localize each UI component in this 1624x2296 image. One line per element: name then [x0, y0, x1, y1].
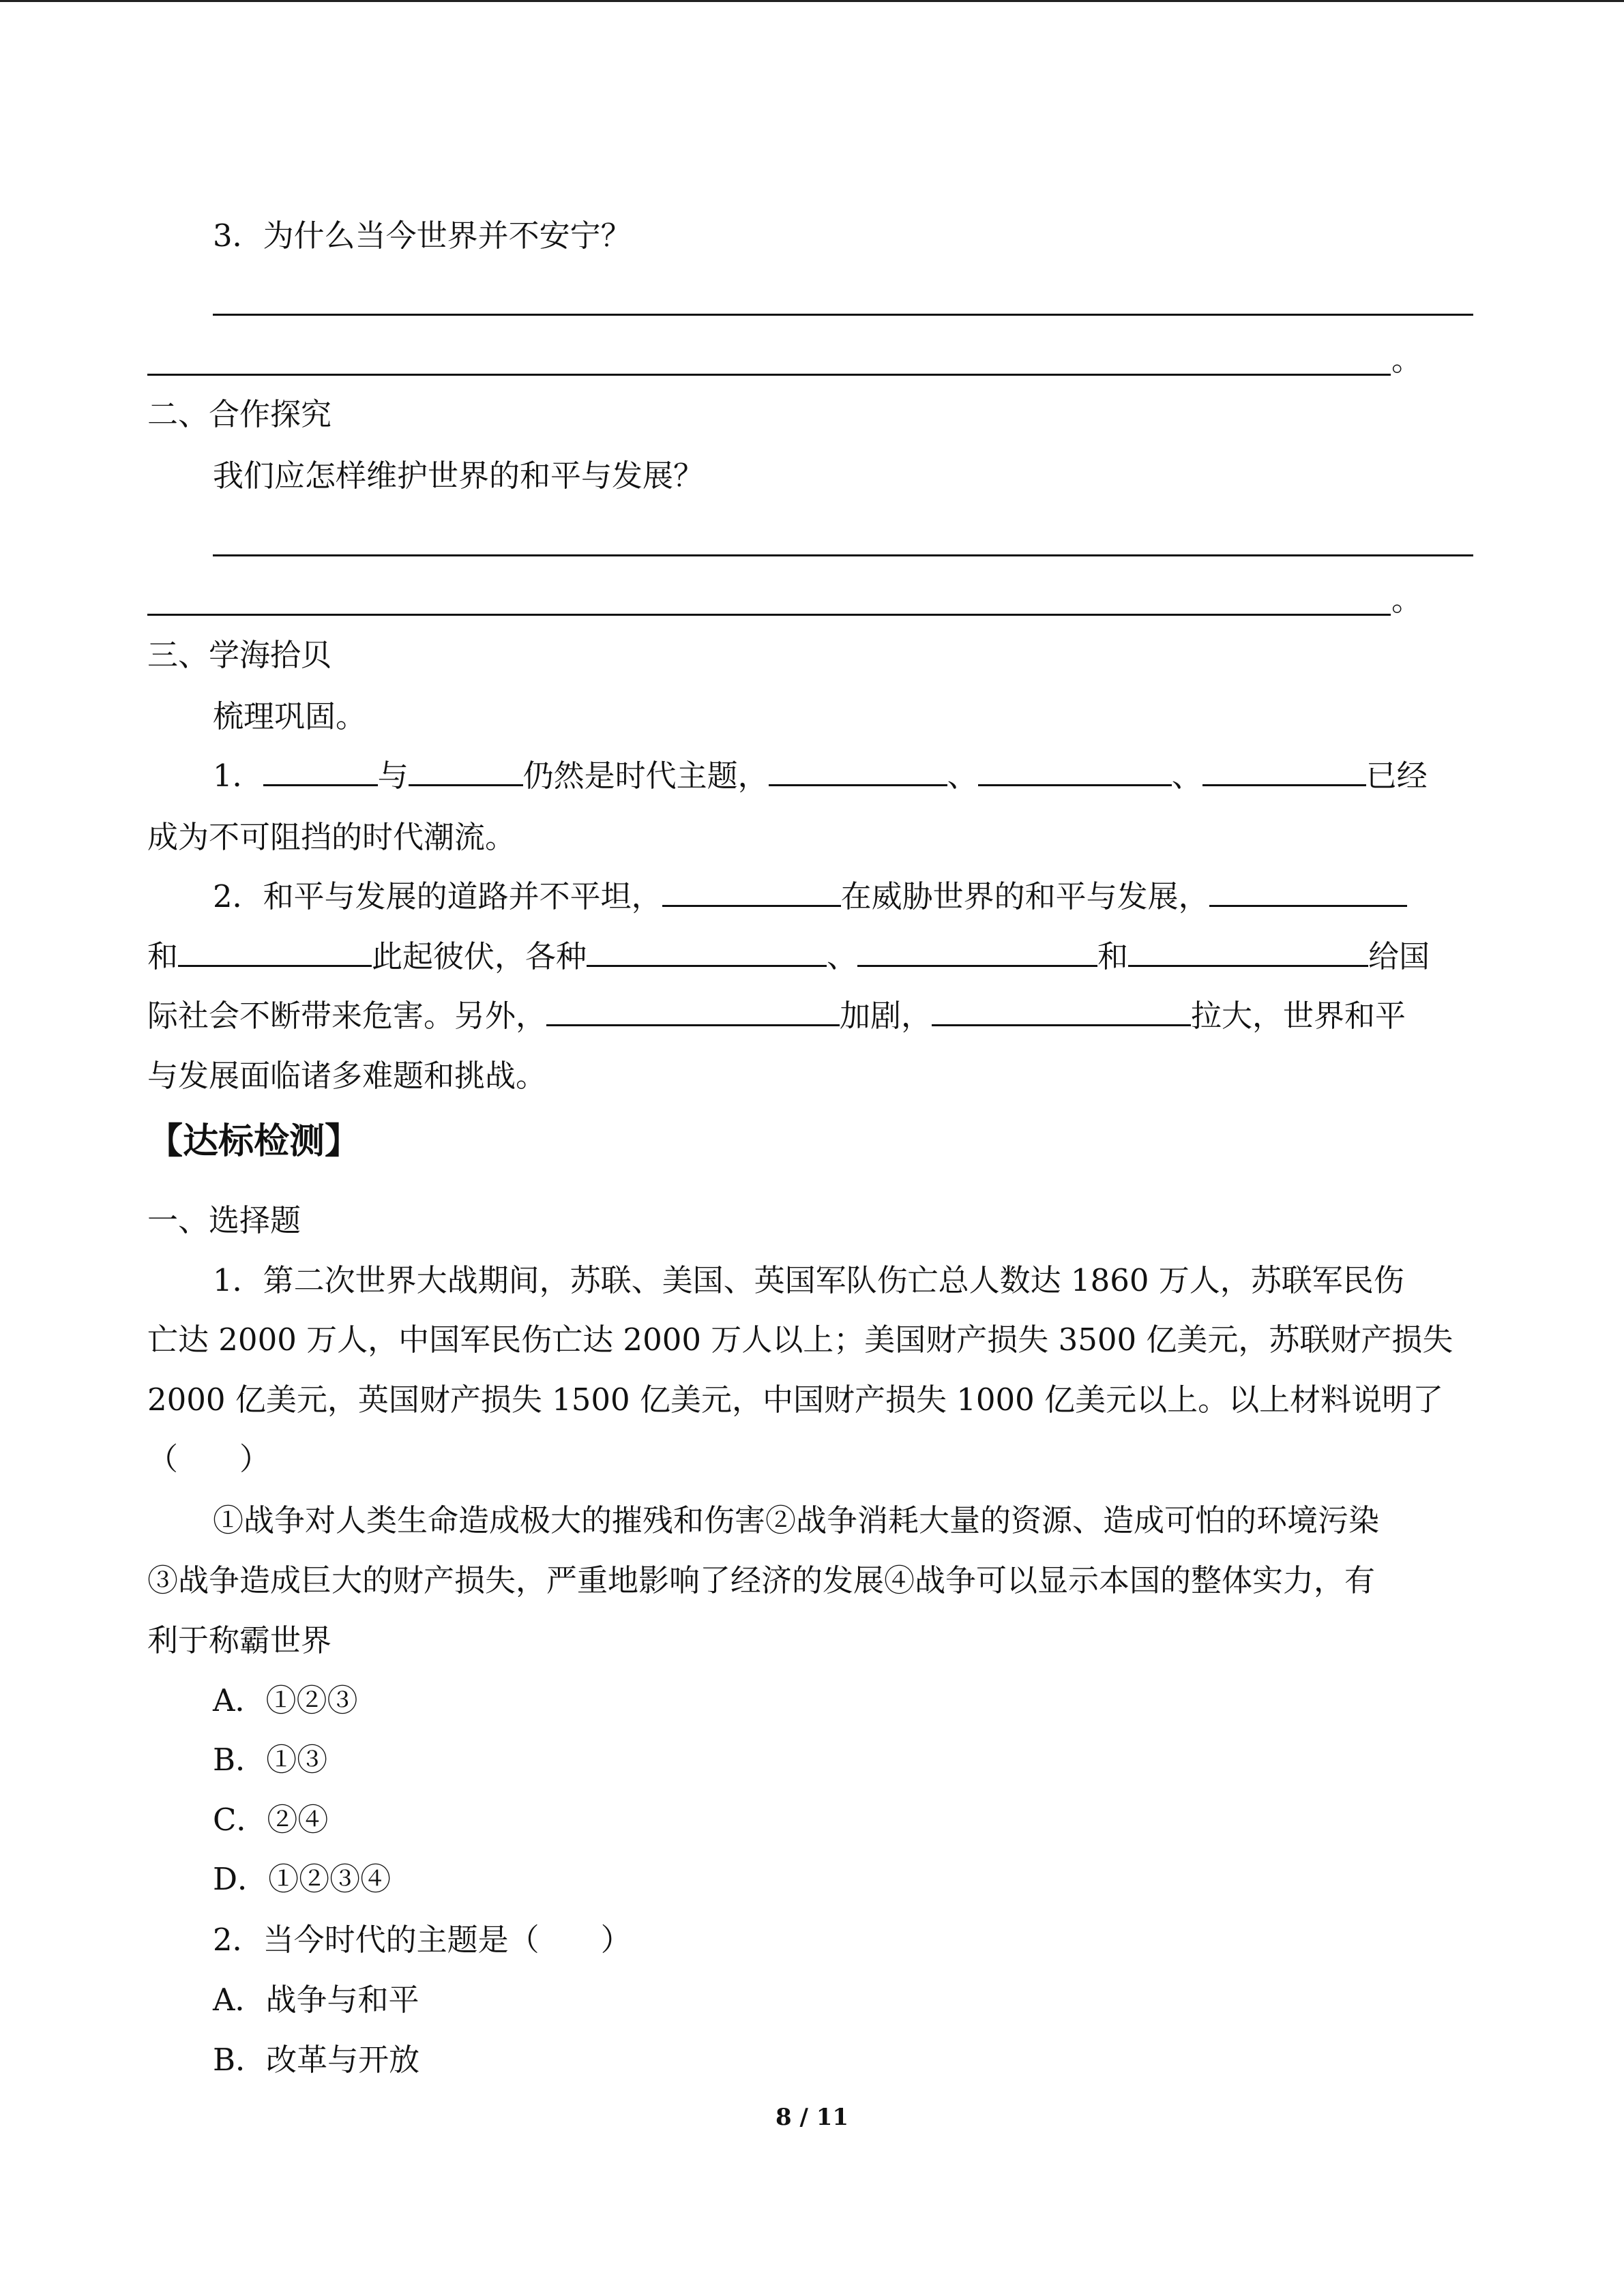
- item-text: 已经: [1365, 758, 1428, 794]
- item-number: 1．: [213, 758, 263, 794]
- blank: [857, 938, 1097, 967]
- option-b: B．改革与开放: [213, 2042, 420, 2078]
- statement-line: ③战争造成巨大的财产损失，严重地影响了经济的发展④战争可以显示本国的整体实力，有: [147, 1562, 1376, 1598]
- blank: [1209, 878, 1407, 907]
- option-a: A．①②③: [213, 1682, 358, 1718]
- blank: [978, 757, 1172, 786]
- item-text: 、: [827, 938, 858, 974]
- question-1-line: 2000 亿美元，英国财产损失 1500 亿美元，中国财产损失 1000 亿美元以上。以上材料说明了: [147, 1382, 1444, 1418]
- fill-item-2-line2: [147, 938, 1430, 976]
- fill-item-2: [213, 878, 1407, 916]
- answer-line: [147, 374, 1391, 376]
- blank: [546, 997, 840, 1026]
- blank: [178, 938, 372, 967]
- blank: [769, 757, 947, 786]
- blank: [1128, 938, 1368, 967]
- end-mark: 。: [1391, 342, 1423, 378]
- page-number: 8 / 11: [775, 2104, 849, 2131]
- fill-item-2-line3: [147, 997, 1406, 1035]
- option-b: B．①③: [213, 1742, 328, 1778]
- cooperate-question: 我们应怎样维护世界的和平与发展？: [213, 458, 705, 494]
- end-mark: 。: [1391, 582, 1423, 618]
- answer-bracket: （ ）: [147, 1441, 271, 1477]
- answer-line: [213, 314, 1473, 316]
- question-1-line: 1．第二次世界大战期间，苏联、美国、英国军队伤亡总人数达 1860 万人，苏联军民伤: [213, 1262, 1404, 1298]
- blank: [587, 938, 827, 967]
- blank: [409, 757, 523, 786]
- fill-item-2-line4: 与发展面临诸多难题和挑战。: [147, 1058, 547, 1094]
- choice-heading: 一、选择题: [147, 1202, 301, 1238]
- blank: [263, 757, 378, 786]
- blank: [932, 997, 1191, 1026]
- fill-item-1: [213, 757, 1428, 795]
- learn-intro: 梳理巩固。: [213, 698, 367, 734]
- top-border: [0, 0, 1624, 2]
- item-text: 在威胁世界的和平与发展，: [840, 878, 1209, 914]
- item-text: 和: [147, 938, 179, 974]
- item-text: 加剧，: [840, 998, 932, 1034]
- fill-item-1-cont: 成为不可阻挡的时代潮流。: [147, 819, 516, 855]
- item-text: 拉大，世界和平: [1191, 998, 1406, 1034]
- question-1-line: 亡达 2000 万人，中国军民伤亡达 2000 万人以上；美国财产损失 3500 亿美元，苏联财产损失: [147, 1322, 1453, 1358]
- item-text: 际社会不断带来危害。另外，: [147, 998, 547, 1034]
- item-text: 给国: [1368, 938, 1430, 974]
- answer-line: [213, 554, 1473, 556]
- item-text: 仍然是时代主题，: [522, 758, 769, 794]
- item-text: 2．和平与发展的道路并不平坦，: [213, 878, 662, 914]
- blank: [662, 878, 841, 907]
- question-2: 2．当今时代的主题是（ ）: [213, 1922, 632, 1958]
- statement-line: ①战争对人类生命造成极大的摧残和伤害②战争消耗大量的资源、造成可怕的环境污染: [213, 1502, 1380, 1538]
- cooperate-heading: 二、合作探究: [147, 396, 332, 432]
- item-text: 与: [377, 758, 409, 794]
- item-text: 、: [947, 758, 978, 794]
- learn-heading: 三、学海拾贝: [147, 637, 332, 673]
- option-d: D．①②③④: [213, 1861, 392, 1897]
- option-a: A．战争与和平: [213, 1982, 419, 2018]
- answer-line: [147, 614, 1391, 616]
- option-c: C．②④: [213, 1802, 329, 1838]
- item-text: 、: [1171, 758, 1202, 794]
- question-3: 3．为什么当今世界并不安宁？: [213, 218, 632, 254]
- section-title: 【达标检测】: [147, 1121, 361, 1162]
- statement-line: 利于称霸世界: [147, 1622, 332, 1658]
- blank: [1202, 757, 1366, 786]
- item-text: 此起彼伏，各种: [372, 938, 587, 974]
- item-text: 和: [1097, 938, 1129, 974]
